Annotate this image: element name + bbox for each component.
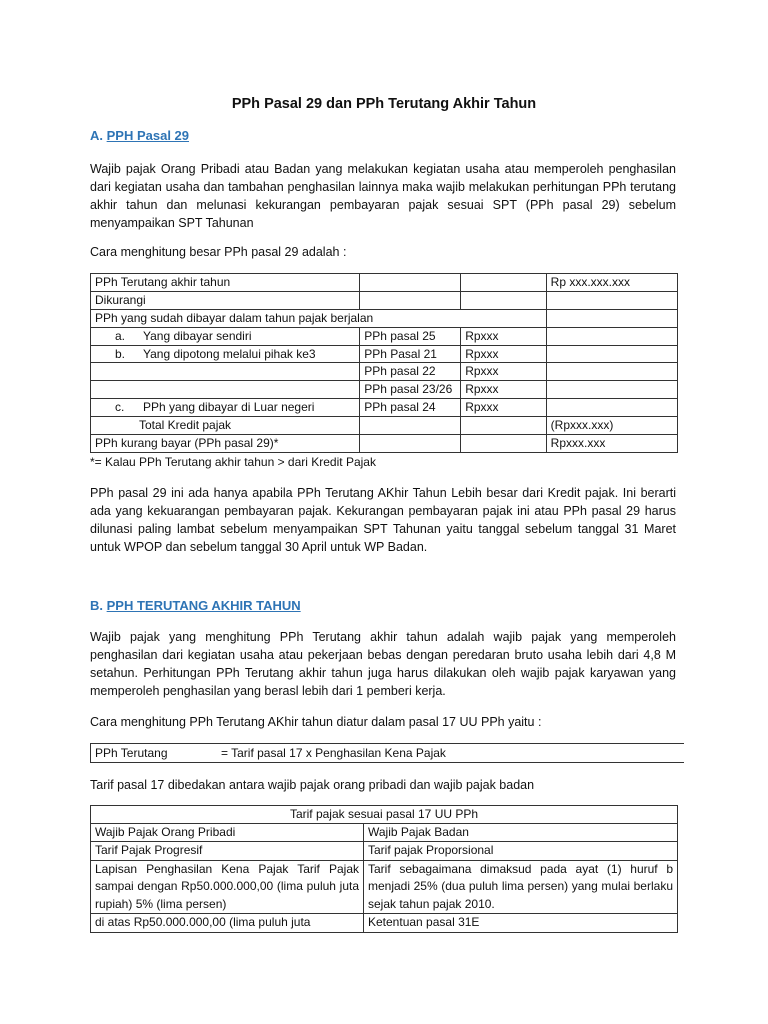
section-b-calc-intro: Cara menghitung PPh Terutang AKhir tahun diatur dalam pasal 17 UU PPh yaitu : [90,715,542,729]
table-cell [461,274,546,292]
table-cell [360,417,461,435]
table-row [91,274,678,292]
section-b-prefix: B. [90,598,103,613]
cell-text: PPh yang dibayar di Luar negeri [143,400,315,415]
table-cell: Tarif sebagaimana dimaksud pada ayat (1) huruf b menjadi 25% (dua puluh lima persen) yang mulai berlaku sejak tahun pajak 2010. [364,860,678,914]
table-cell: Rpxxx [461,327,546,345]
table-row [91,417,678,435]
formula-expression: = Tarif pasal 17 x Penghasilan Kena Pajak [221,746,446,760]
table-row [91,381,678,399]
table-row [91,399,678,417]
table-row [91,823,678,842]
section-a-intro: Wajib pajak Orang Pribadi atau Badan yang melakukan kegiatan usaha atau memperoleh penghasilan dari kegiatan usaha dan tambahan penghasilan lainnya maka wajib melakukan perhitungan PPh terutang akhir tahun dan melunasi kekurangan pembayaran pajak sesuai SPT (PPh pasal 29) sebelum menyampaikan SPT Tahunan [90,162,676,230]
table-row [91,363,678,381]
table-cell: PPh Pasal 21 [360,345,461,363]
table-cell: PPh pasal 23/26 [360,381,461,399]
formula-cell [91,744,685,763]
tarif-table [90,805,678,933]
table-cell: Ketentuan pasal 31E [364,914,678,933]
table-cell [461,417,546,435]
table-cell [360,291,461,309]
table-cell [91,363,360,381]
table-cell [546,291,677,309]
table-cell: Tarif pajak Proporsional [364,842,678,861]
table-cell: di atas Rp50.000.000,00 (lima puluh juta [91,914,364,933]
section-b-intro: Wajib pajak yang menghitung PPh Terutang akhir tahun adalah wajib pajak yang memperoleh penghasilan dari kegiatan usaha atau pekerjaan bebas dengan peredaran bruto usaha lebih dari 4,8 M setahun. Perhitungan PPh Terutang akhir tahun juga harus dilakukan oleh wajib pajak karyawan yang memperoleh penghasilan yang berasl lebih dari 1 pemberi kerja. [90,630,676,698]
table-cell: Wajib Pajak Orang Pribadi [91,823,364,842]
section-a-explanation: PPh pasal 29 ini ada hanya apabila PPh Terutang AKhir Tahun Lebih besar dari Kredit pajak. Ini berarti ada yang kekuarangan pembayaran pajak. Kekurangan pembayaran pajak ini atau PPh pasal 29 harus dilunasi paling lambat sebelum menyampaikan SPT Tahunan yaitu tanggal sebelum tanggal 31 Maret untuk WPOP dan sebelum tanggal 30 April untuk WP Badan. [90,486,676,554]
table-cell: Rpxxx [461,399,546,417]
table-row [91,860,678,914]
section-a-link[interactable]: PPH Pasal 29 [106,128,190,143]
table-cell: Tarif Pajak Progresif [91,842,364,861]
table-cell: (Rpxxx.xxx) [546,417,677,435]
table-cell [546,327,677,345]
table-cell [546,381,677,399]
section-a-prefix: A. [90,128,103,143]
cell-text: Yang dibayar sendiri [143,328,252,343]
table-cell [360,435,461,453]
table-cell [546,399,677,417]
table-row [91,435,678,453]
table-footnote: *= Kalau PPh Terutang akhir tahun > dari Kredit Pajak [90,455,376,469]
section-b-heading [90,598,301,613]
cell-text: Yang dipotong melalui pihak ke3 [143,346,316,361]
section-a-calc-intro: Cara menghitung besar PPh pasal 29 adalah : [90,245,347,259]
table-cell: Rpxxx [461,363,546,381]
table-row [91,291,678,309]
table-cell: Wajib Pajak Badan [364,823,678,842]
table-row [91,309,678,327]
table-cell: Rp xxx.xxx.xxx [546,274,677,292]
table-cell [546,363,677,381]
list-marker: a. [115,328,126,343]
table-cell [91,327,360,345]
table-cell: PPh pasal 22 [360,363,461,381]
table-cell [91,399,360,417]
list-marker: c. [115,400,125,415]
table-header: Tarif pajak sesuai pasal 17 UU PPh [91,806,678,824]
section-a-heading [90,128,189,143]
table-cell: Rpxxx.xxx [546,435,677,453]
formula-label: PPh Terutang [95,746,168,760]
table-cell [546,309,677,327]
table-cell [461,435,546,453]
table-cell: Total Kredit pajak [91,417,360,435]
table-cell [461,291,546,309]
table-cell: Dikurangi [91,291,360,309]
table-cell: Lapisan Penghasilan Kena Pajak Tarif Pajak sampai dengan Rp50.000.000,00 (lima puluh juta rupiah) 5% (lima persen) [91,860,364,914]
table-cell [360,274,461,292]
pph29-table [90,273,678,453]
table-cell: PPh pasal 25 [360,327,461,345]
table-cell: PPh kurang bayar (PPh pasal 29)* [91,435,360,453]
section-b-tarif-intro: Tarif pasal 17 dibedakan antara wajib pajak orang pribadi dan wajib pajak badan [90,778,535,792]
table-cell: Rpxxx [461,345,546,363]
table-cell: PPh Terutang akhir tahun [91,274,360,292]
section-b-link[interactable]: PPH TERUTANG AKHIR TAHUN [106,598,301,613]
table-row [91,327,678,345]
table-cell: PPh pasal 24 [360,399,461,417]
table-cell: PPh yang sudah dibayar dalam tahun pajak berjalan [91,309,547,327]
document-title: PPh Pasal 29 dan PPh Terutang Akhir Tahun [231,96,537,112]
table-row [91,345,678,363]
table-row [91,914,678,933]
table-cell: Rpxxx [461,381,546,399]
formula-box [90,743,684,763]
table-cell [91,381,360,399]
list-marker: b. [115,346,126,361]
table-row [91,842,678,861]
table-row [91,744,685,763]
table-cell [546,345,677,363]
table-row [91,806,678,824]
table-cell [91,345,360,363]
